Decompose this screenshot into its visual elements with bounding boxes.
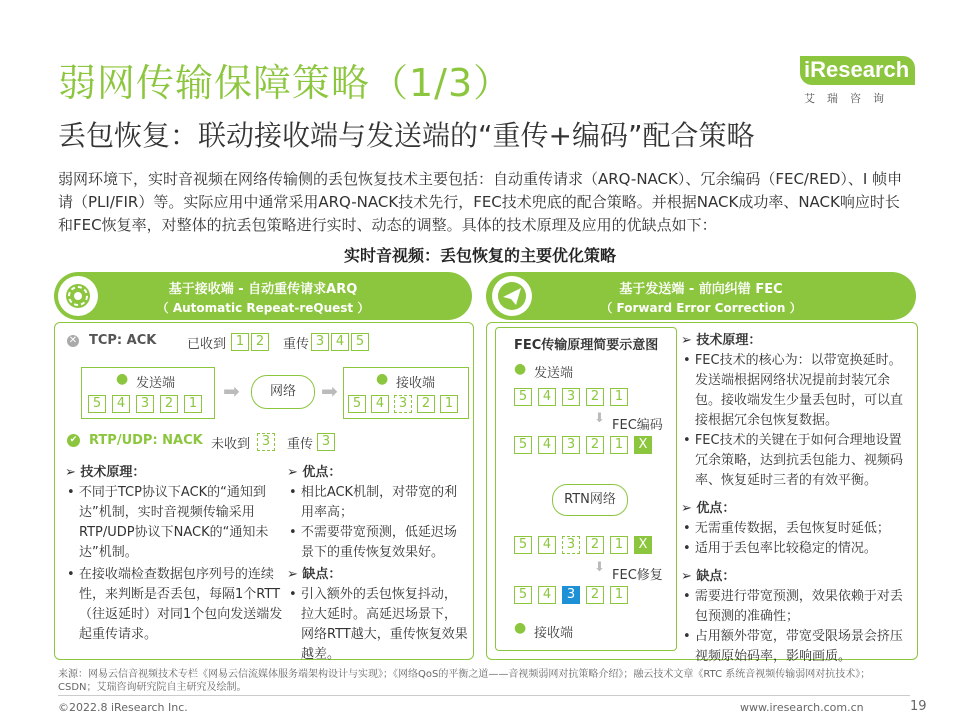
- arrow-down-icon: ⬇: [594, 411, 605, 426]
- fec-cons-item: 需要进行带宽预测，效果依赖于对丢包预测的准确性；: [694, 589, 903, 624]
- bullet-arrow-icon: ➢: [287, 567, 303, 582]
- redundant-packet-box: X: [634, 436, 652, 454]
- bullet-arrow-icon: ➢: [287, 465, 303, 480]
- packet-box: 1: [184, 395, 202, 413]
- fec-principle-title: 技术原理：: [696, 333, 762, 348]
- fec-details: ➢ 技术原理： • FEC技术的核心为：以带宽换延时。发送端根据网络状况提前封装冗余包。接收端发生少量丢包时，可以直接根据冗余包恢复数据。 • FEC技术的关键在于如何合理地设置冗余策略，达到抗丢包能力、视频码率、恢复延时三者的有效平衡。 ➢ 优点： • 无需重传数据，丢包恢复时延低； • 适用于丢包率比较稳定的情况。 ➢ 缺点： • 需要进行带宽预测，效果依赖于对丢包预测的准确性； • 占用额外带宽，带宽受限场景会挤压视频原始码率，影响画质。: [681, 333, 904, 664]
- packet-box: 3: [562, 388, 580, 406]
- source-note: 来源：网易云信音视频技术专栏《网易云信流媒体服务端架构设计与实现》；《网络QoS的平衡之道——音视频弱网对抗策略介绍》；融云技术文章《RTC 系统音视频传输弱网对抗技术》；CSDN；艾瑞咨询研究院自主研究及绘制。: [58, 669, 871, 693]
- arq-pros-title: 优点：: [302, 465, 342, 480]
- website-link[interactable]: www.iresearch.com.cn: [740, 701, 864, 714]
- user-icon: ●: [514, 620, 527, 636]
- packet-box: 4: [538, 586, 556, 604]
- receiver-label: 接收端: [396, 376, 436, 391]
- arq-principle: ➢ 技术原理： • 不同于TCP协议下ACK的“通知到达”机制，实时音视频传输采用RTP/UDP协议下NACK的“通知未达”机制。 • 在接收端检查数据包序列号的连续性，来判断是否丢包，每隔1个RTT （往返延时）对同1个包向发送端发起重传请求。: [65, 465, 283, 642]
- packet-box: 3: [562, 436, 580, 454]
- iresearch-logo: [800, 50, 912, 106]
- logo-sub: 艾瑞咨询: [804, 92, 896, 105]
- packet-box: 2: [417, 395, 435, 413]
- footer-divider: [58, 695, 910, 696]
- lost-packet-box: 3: [257, 433, 275, 451]
- fec-panel: [486, 322, 918, 664]
- packet-box: 2: [586, 436, 604, 454]
- fec-diagram: [495, 327, 677, 651]
- arq-banner: [54, 272, 472, 320]
- page-title: 弱网传输保障策略（1/3）: [58, 61, 513, 105]
- arq-principle-item: 在接收端检查数据包序列号的连续性，来判断是否丢包，每隔1个RTT （往返延时）对同1个包向发送端发起重传请求。: [78, 567, 283, 642]
- packet-box: 5: [348, 395, 366, 413]
- packet-box: 5: [514, 388, 532, 406]
- fec-cons-item: 占用额外带宽，带宽受限场景会挤压视频原始码率，影响画质。: [694, 629, 903, 664]
- packet-box: 2: [586, 536, 604, 554]
- arq-principle-title: 技术原理：: [80, 465, 146, 480]
- packet-box: 2: [160, 395, 178, 413]
- fec-pros-item: 无需重传数据，丢包恢复时延低；: [694, 521, 890, 536]
- fec-banner-title: 基于发送端 - 前向纠错 FEC: [619, 282, 783, 297]
- packet-box: 2: [586, 388, 604, 406]
- packet-box: 1: [440, 395, 458, 413]
- user-icon: ●: [514, 361, 527, 377]
- fec-cons-title: 缺点：: [696, 569, 736, 584]
- arq-pros-item: 相比ACK机制，对带宽的利用率高；: [300, 485, 458, 520]
- fec-principle-item: FEC技术的核心为：以带宽换延时。发送端根据网络状况提前封装冗余包。接收端发生少量丢包时，可以直接根据冗余包恢复数据。: [694, 353, 904, 428]
- arq-cons-title: 缺点：: [302, 567, 342, 582]
- retrans-box: 5: [351, 333, 369, 351]
- fec-banner: [486, 272, 916, 320]
- received-label: 已收到: [187, 337, 227, 352]
- retrans-box: 4: [331, 333, 349, 351]
- rtn-network-cloud: RTN网络: [552, 484, 628, 516]
- fec-sender-label: 发送端: [534, 366, 574, 381]
- fec-pros-item: 适用于丢包率比较稳定的情况。: [694, 541, 877, 556]
- fec-repair-label: FEC修复: [612, 568, 663, 583]
- packet-box: 4: [371, 395, 389, 413]
- received-box: 1: [231, 333, 249, 351]
- arq-banner-subtitle: （ Automatic Repeat-reQuest ）: [156, 301, 370, 315]
- packet-box: 1: [610, 388, 628, 406]
- network-cloud: 网络: [251, 375, 315, 409]
- tcp-label: TCP: ACK: [89, 333, 157, 348]
- user-icon: ●: [376, 371, 389, 387]
- arrow-right-icon: ➡: [321, 379, 338, 403]
- fec-diagram-title: FEC传输原理简要示意图: [514, 338, 659, 353]
- retrans-label: 重传: [283, 337, 310, 352]
- bullet-arrow-icon: ➢: [681, 569, 697, 584]
- arq-principle-item: 不同于TCP协议下ACK的“通知到达”机制，实时音视频传输采用RTP/UDP协议下NACK的“通知未达”机制。: [78, 485, 269, 560]
- recovered-packet-box: 3: [562, 586, 580, 604]
- packet-box: 4: [538, 388, 556, 406]
- packet-box: 4: [538, 536, 556, 554]
- packet-box: 1: [610, 536, 628, 554]
- retrans-label: 重传: [287, 437, 314, 452]
- fec-encode-label: FEC编码: [612, 418, 663, 433]
- bullet-arrow-icon: ➢: [681, 333, 697, 348]
- check-icon: ✔: [67, 434, 80, 447]
- retrans-box: 3: [317, 433, 335, 451]
- not-received-label: 未收到: [211, 437, 251, 452]
- packet-box: 4: [538, 436, 556, 454]
- packet-box: 1: [610, 436, 628, 454]
- sender-label: 发送端: [136, 376, 176, 391]
- arq-cons-item: 引入额外的丢包恢复抖动，拉大延时。高延迟场景下，网络RTT越大，重传恢复效果越差。: [300, 587, 468, 662]
- lost-packet-box: 3: [562, 536, 580, 554]
- arrow-right-icon: ➡: [223, 379, 240, 403]
- logo-text: iResearch: [800, 56, 915, 85]
- packet-box: 1: [610, 586, 628, 604]
- sender-box: [81, 367, 215, 419]
- arq-pros-item: 不需要带宽预测，低延迟场景下的重传恢复效果好。: [300, 525, 457, 560]
- fec-pros-title: 优点：: [696, 501, 736, 516]
- section-title: 实时音视频：丢包恢复的主要优化策略: [343, 246, 616, 265]
- receiver-box: [343, 367, 469, 419]
- packet-box: 5: [514, 436, 532, 454]
- arq-pros-cons: ➢ 优点： • 相比ACK机制，对带宽的利用率高； • 不需要带宽预测，低延迟场景下的重传恢复效果好。 ➢ 缺点： • 引入额外的丢包恢复抖动，拉大延时。高延迟场景下，网络RTT越大，重传恢复效果越差。: [287, 465, 468, 662]
- retrans-box: 3: [311, 333, 329, 351]
- page-subtitle: 丢包恢复：联动接收端与发送端的“重传+编码”配合策略: [58, 119, 755, 152]
- intro-paragraph: 弱网环境下，实时音视频在网络传输侧的丢包恢复技术主要包括：自动重传请求（ARQ-NACK）、冗余编码（FEC/RED）、I 帧申请（PLI/FIR）等。实际应用中通常采用ARQ-NACK技术先行，FEC技术兜底的配合策略。并根据NACK成功率、NACK响应时长和FEC恢复率，对整体的抗丢包策略进行实时、动态的调整。具体的技术原理及应用的优缺点如下：: [58, 170, 903, 234]
- lost-packet-box: 3: [394, 395, 412, 413]
- packet-box: 5: [88, 395, 106, 413]
- arrow-down-icon: ⬇: [594, 560, 605, 575]
- packet-box: 3: [136, 395, 154, 413]
- fec-receiver-label: 接收端: [534, 626, 574, 641]
- user-icon: ●: [116, 371, 129, 387]
- udp-label: RTP/UDP: NACK: [89, 433, 203, 448]
- packet-box: 5: [514, 536, 532, 554]
- redundant-packet-box: X: [634, 536, 652, 554]
- bullet-arrow-icon: ➢: [65, 465, 81, 480]
- packet-box: 2: [586, 586, 604, 604]
- page-number: 19: [910, 699, 927, 714]
- copyright: ©2022.8 iResearch Inc.: [58, 701, 188, 714]
- packet-box: 4: [112, 395, 130, 413]
- close-icon: ✕: [68, 335, 78, 346]
- fec-principle-item: FEC技术的关键在于如何合理地设置冗余策略，达到抗丢包能力、视频码率、恢复延时三者的有效平衡。: [694, 433, 904, 488]
- arq-banner-title: 基于接收端 - 自动重传请求ARQ: [168, 282, 358, 297]
- bullet-arrow-icon: ➢: [681, 501, 697, 516]
- arq-panel: [54, 322, 474, 660]
- fec-banner-subtitle: （ Forward Error Correction ）: [600, 301, 802, 315]
- received-box: 2: [251, 333, 269, 351]
- packet-box: 5: [514, 586, 532, 604]
